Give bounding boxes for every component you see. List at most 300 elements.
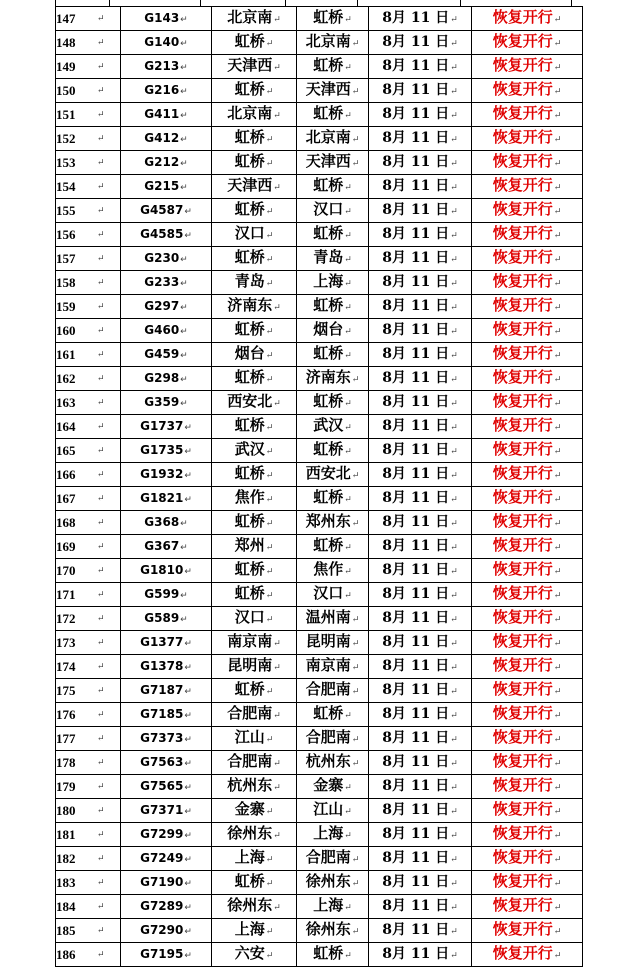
paragraph-mark-icon: ↵ [344, 207, 352, 217]
train-number [121, 463, 212, 487]
train-number-text: G1737 [140, 418, 184, 433]
date-cell [369, 679, 472, 703]
table-row [56, 463, 583, 487]
paragraph-mark-icon: ↵ [553, 231, 562, 241]
from-station-text: 虹桥 [234, 128, 265, 146]
status-cell [472, 439, 583, 463]
blank-cell [84, 871, 121, 895]
paragraph-mark-icon: ↵ [450, 62, 458, 73]
row-number-text: 169 [56, 538, 76, 554]
paragraph-mark-icon: ↵ [450, 662, 458, 673]
to-station [297, 583, 369, 607]
paragraph-mark-icon: ↵ [180, 518, 188, 529]
paragraph-mark-icon: ↵ [97, 181, 105, 192]
paragraph-mark-icon: ↵ [97, 301, 105, 312]
blank-cell [84, 439, 121, 463]
row-number [56, 151, 85, 175]
blank-cell [84, 799, 121, 823]
train-number [121, 655, 212, 679]
date-cell-text: 8月 11 日 [382, 81, 450, 98]
paragraph-mark-icon: ↵ [553, 903, 562, 913]
from-station [212, 295, 297, 319]
to-station [297, 127, 369, 151]
paragraph-mark-icon: ↵ [265, 255, 274, 265]
from-station-text: 虹桥 [234, 368, 265, 386]
table-row [56, 175, 583, 199]
from-station-text: 北京南 [227, 8, 273, 26]
paragraph-mark-icon: ↵ [553, 735, 562, 745]
paragraph-mark-icon: ↵ [450, 782, 458, 793]
paragraph-mark-icon: ↵ [97, 805, 105, 816]
row-number [56, 7, 85, 31]
to-station-text: 焦作 [313, 560, 344, 578]
date-cell-text: 8月 11 日 [382, 225, 450, 242]
to-station [297, 247, 369, 271]
status-cell [472, 175, 583, 199]
paragraph-mark-icon: ↵ [344, 255, 352, 265]
status-cell [472, 775, 583, 799]
row-number-text: 171 [56, 586, 76, 602]
status-cell-text: 恢复开行 [492, 392, 553, 410]
table-row [56, 631, 583, 655]
status-cell-text: 恢复开行 [492, 56, 553, 74]
paragraph-mark-icon: ↵ [273, 111, 281, 121]
from-station [212, 511, 297, 535]
train-number-text: G216 [144, 82, 180, 97]
paragraph-mark-icon: ↵ [265, 279, 274, 289]
table-row [56, 919, 583, 943]
paragraph-mark-icon: ↵ [180, 614, 188, 625]
paragraph-mark-icon: ↵ [553, 375, 562, 385]
row-number [56, 631, 85, 655]
from-station-text: 南京南 [227, 632, 273, 650]
paragraph-mark-icon: ↵ [180, 326, 188, 337]
to-station [297, 823, 369, 847]
date-cell-text: 8月 11 日 [382, 177, 450, 194]
row-number-text: 175 [56, 682, 76, 698]
train-number-text: G7290 [140, 922, 184, 937]
from-station [212, 751, 297, 775]
table-row [56, 751, 583, 775]
status-cell [472, 487, 583, 511]
paragraph-mark-icon: ↵ [180, 38, 188, 49]
blank-cell [84, 727, 121, 751]
date-cell-text: 8月 11 日 [382, 417, 450, 434]
paragraph-mark-icon: ↵ [344, 831, 352, 841]
status-cell [472, 295, 583, 319]
paragraph-mark-icon: ↵ [553, 111, 562, 121]
paragraph-mark-icon: ↵ [97, 349, 105, 360]
date-cell [369, 127, 472, 151]
to-station-text: 合肥南 [305, 728, 351, 746]
train-number-text: G4585 [140, 226, 184, 241]
from-station-text: 武汉 [234, 440, 265, 458]
to-station-text: 虹桥 [313, 104, 344, 122]
to-station-text: 金寨 [313, 776, 344, 794]
from-station-text: 汉口 [234, 608, 265, 626]
table-row [56, 343, 583, 367]
to-station-text: 上海 [313, 272, 344, 290]
status-cell [472, 919, 583, 943]
to-station [297, 415, 369, 439]
from-station-text: 六安 [234, 944, 265, 962]
paragraph-mark-icon: ↵ [265, 423, 274, 433]
row-number-text: 170 [56, 562, 76, 578]
row-number [56, 127, 85, 151]
paragraph-mark-icon: ↵ [184, 422, 192, 433]
train-number-text: G212 [144, 154, 180, 169]
date-cell-text: 8月 11 日 [382, 369, 450, 386]
table-row [56, 775, 583, 799]
paragraph-mark-icon: ↵ [553, 39, 562, 49]
paragraph-mark-icon: ↵ [553, 687, 562, 697]
date-cell-text: 8月 11 日 [382, 897, 450, 914]
date-cell [369, 559, 472, 583]
date-cell-text: 8月 11 日 [382, 489, 450, 506]
row-number-text: 148 [56, 34, 76, 50]
status-cell [472, 751, 583, 775]
row-number-text: 151 [56, 106, 76, 122]
table-row [56, 319, 583, 343]
paragraph-mark-icon: ↵ [450, 566, 458, 577]
paragraph-mark-icon: ↵ [265, 951, 274, 961]
paragraph-mark-icon: ↵ [553, 591, 562, 601]
status-cell [472, 127, 583, 151]
train-number-text: G1377 [140, 634, 184, 649]
train-number [121, 583, 212, 607]
from-station [212, 943, 297, 967]
train-number [121, 391, 212, 415]
status-cell-text: 恢复开行 [492, 296, 553, 314]
date-cell [369, 895, 472, 919]
paragraph-mark-icon: ↵ [553, 639, 562, 649]
paragraph-mark-icon: ↵ [553, 711, 562, 721]
paragraph-mark-icon: ↵ [351, 135, 360, 145]
paragraph-mark-icon: ↵ [265, 447, 274, 457]
paragraph-mark-icon: ↵ [553, 471, 562, 481]
status-cell-text: 恢复开行 [492, 896, 553, 914]
train-number-text: G460 [144, 322, 180, 337]
status-cell-text: 恢复开行 [492, 128, 553, 146]
paragraph-mark-icon: ↵ [351, 615, 360, 625]
paragraph-mark-icon: ↵ [97, 469, 105, 480]
train-number-text: G7299 [140, 826, 184, 841]
paragraph-mark-icon: ↵ [450, 206, 458, 217]
paragraph-mark-icon: ↵ [265, 351, 274, 361]
from-station-text: 合肥南 [227, 704, 273, 722]
paragraph-mark-icon: ↵ [344, 447, 352, 457]
date-cell [369, 535, 472, 559]
train-number [121, 799, 212, 823]
to-station-text: 济南东 [305, 368, 351, 386]
row-number-text: 185 [56, 922, 76, 938]
date-cell-text: 8月 11 日 [382, 753, 450, 770]
paragraph-mark-icon: ↵ [344, 543, 352, 553]
paragraph-mark-icon: ↵ [344, 807, 352, 817]
paragraph-mark-icon: ↵ [344, 327, 352, 337]
paragraph-mark-icon: ↵ [265, 807, 274, 817]
to-station-text: 上海 [313, 824, 344, 842]
from-station [212, 223, 297, 247]
from-station-text: 上海 [234, 920, 265, 938]
row-number [56, 415, 85, 439]
paragraph-mark-icon: ↵ [351, 375, 360, 385]
row-number-text: 166 [56, 466, 76, 482]
train-number [121, 871, 212, 895]
paragraph-mark-icon: ↵ [97, 565, 105, 576]
to-station [297, 7, 369, 31]
to-station-text: 昆明南 [305, 632, 351, 650]
paragraph-mark-icon: ↵ [553, 399, 562, 409]
to-station [297, 679, 369, 703]
train-number [121, 319, 212, 343]
table-row [56, 655, 583, 679]
status-cell [472, 823, 583, 847]
blank-cell [84, 607, 121, 631]
date-cell [369, 631, 472, 655]
from-station-text: 北京南 [227, 104, 273, 122]
train-number [121, 103, 212, 127]
date-cell [369, 55, 472, 79]
table-row [56, 127, 583, 151]
from-station-text: 金寨 [234, 800, 265, 818]
paragraph-mark-icon: ↵ [450, 182, 458, 193]
blank-cell [84, 151, 121, 175]
status-cell [472, 895, 583, 919]
train-number-text: G589 [144, 610, 180, 625]
status-cell-text: 恢复开行 [492, 872, 553, 890]
paragraph-mark-icon: ↵ [553, 351, 562, 361]
paragraph-mark-icon: ↵ [97, 757, 105, 768]
paragraph-mark-icon: ↵ [97, 853, 105, 864]
status-cell [472, 271, 583, 295]
date-cell [369, 103, 472, 127]
train-number-text: G7565 [140, 778, 184, 793]
to-station [297, 199, 369, 223]
paragraph-mark-icon: ↵ [184, 926, 192, 937]
paragraph-mark-icon: ↵ [351, 663, 360, 673]
date-cell [369, 487, 472, 511]
table-row [56, 415, 583, 439]
row-number [56, 607, 85, 631]
paragraph-mark-icon: ↵ [344, 951, 352, 961]
paragraph-mark-icon: ↵ [180, 110, 188, 121]
train-number-text: G459 [144, 346, 180, 361]
status-cell-text: 恢复开行 [492, 776, 553, 794]
paragraph-mark-icon: ↵ [265, 159, 274, 169]
date-cell [369, 319, 472, 343]
date-cell-text: 8月 11 日 [382, 873, 450, 890]
status-cell [472, 223, 583, 247]
from-station [212, 319, 297, 343]
paragraph-mark-icon: ↵ [553, 615, 562, 625]
status-cell-text: 恢复开行 [492, 632, 553, 650]
row-number [56, 199, 85, 223]
to-station [297, 631, 369, 655]
date-cell-text: 8月 11 日 [382, 945, 450, 962]
status-cell-text: 恢复开行 [492, 32, 553, 50]
date-cell-text: 8月 11 日 [382, 465, 450, 482]
paragraph-mark-icon: ↵ [351, 855, 360, 865]
paragraph-mark-icon: ↵ [184, 758, 192, 769]
train-number-text: G7187 [140, 682, 184, 697]
table-row [56, 31, 583, 55]
to-station-text: 虹桥 [313, 440, 344, 458]
to-station [297, 703, 369, 727]
row-number [56, 823, 85, 847]
blank-cell [84, 223, 121, 247]
status-cell [472, 727, 583, 751]
paragraph-mark-icon: ↵ [97, 13, 105, 24]
paragraph-mark-icon: ↵ [184, 494, 192, 505]
paragraph-mark-icon: ↵ [273, 183, 281, 193]
to-station [297, 391, 369, 415]
status-cell [472, 559, 583, 583]
to-station-text: 汉口 [313, 200, 344, 218]
date-cell-text: 8月 11 日 [382, 153, 450, 170]
blank-cell [84, 295, 121, 319]
date-cell-text: 8月 11 日 [382, 297, 450, 314]
paragraph-mark-icon: ↵ [265, 375, 274, 385]
paragraph-mark-icon: ↵ [344, 279, 352, 289]
paragraph-mark-icon: ↵ [553, 63, 562, 73]
to-station-text: 虹桥 [313, 488, 344, 506]
date-cell [369, 391, 472, 415]
paragraph-mark-icon: ↵ [97, 493, 105, 504]
blank-cell [84, 679, 121, 703]
status-cell [472, 799, 583, 823]
paragraph-mark-icon: ↵ [265, 327, 274, 337]
to-station [297, 871, 369, 895]
date-cell [369, 247, 472, 271]
row-number [56, 439, 85, 463]
status-cell-text: 恢复开行 [492, 416, 553, 434]
paragraph-mark-icon: ↵ [553, 759, 562, 769]
row-number [56, 511, 85, 535]
status-cell [472, 247, 583, 271]
paragraph-mark-icon: ↵ [184, 470, 192, 481]
to-station-text: 合肥南 [305, 848, 351, 866]
status-cell-text: 恢复开行 [492, 200, 553, 218]
train-number-text: G143 [144, 10, 180, 25]
from-station [212, 487, 297, 511]
train-number [121, 751, 212, 775]
row-number-text: 149 [56, 58, 76, 74]
table-row [56, 487, 583, 511]
table-row [56, 7, 583, 31]
paragraph-mark-icon: ↵ [553, 951, 562, 961]
paragraph-mark-icon: ↵ [180, 86, 188, 97]
paragraph-mark-icon: ↵ [265, 735, 274, 745]
blank-cell [84, 343, 121, 367]
blank-cell [84, 415, 121, 439]
row-number-text: 159 [56, 298, 76, 314]
paragraph-mark-icon: ↵ [450, 38, 458, 49]
to-station-text: 虹桥 [313, 56, 344, 74]
to-station [297, 103, 369, 127]
status-cell-text: 恢复开行 [492, 704, 553, 722]
train-number-text: G7563 [140, 754, 184, 769]
paragraph-mark-icon: ↵ [97, 901, 105, 912]
date-cell-text: 8月 11 日 [382, 441, 450, 458]
paragraph-mark-icon: ↵ [450, 230, 458, 241]
blank-cell [84, 127, 121, 151]
blank-cell [84, 7, 121, 31]
paragraph-mark-icon: ↵ [450, 470, 458, 481]
paragraph-mark-icon: ↵ [97, 661, 105, 672]
row-number [56, 103, 85, 127]
status-cell [472, 7, 583, 31]
train-number [121, 223, 212, 247]
from-station-text: 昆明南 [227, 656, 273, 674]
status-cell [472, 31, 583, 55]
from-station-text: 虹桥 [234, 512, 265, 530]
train-number [121, 247, 212, 271]
status-cell [472, 511, 583, 535]
paragraph-mark-icon: ↵ [344, 423, 352, 433]
status-cell [472, 151, 583, 175]
paragraph-mark-icon: ↵ [265, 879, 274, 889]
row-number [56, 319, 85, 343]
from-station [212, 415, 297, 439]
row-number-text: 157 [56, 250, 76, 266]
paragraph-mark-icon: ↵ [97, 277, 105, 288]
paragraph-mark-icon: ↵ [344, 399, 352, 409]
to-station [297, 559, 369, 583]
status-cell-text: 恢复开行 [492, 656, 553, 674]
row-number-text: 168 [56, 514, 76, 530]
row-number-text: 174 [56, 658, 76, 674]
date-cell [369, 847, 472, 871]
row-number-text: 182 [56, 850, 76, 866]
table-row [56, 607, 583, 631]
paragraph-mark-icon: ↵ [450, 398, 458, 409]
paragraph-mark-icon: ↵ [351, 759, 360, 769]
paragraph-mark-icon: ↵ [265, 543, 274, 553]
status-cell [472, 391, 583, 415]
date-cell-text: 8月 11 日 [382, 33, 450, 50]
status-cell-text: 恢复开行 [492, 8, 553, 26]
paragraph-mark-icon: ↵ [273, 783, 281, 793]
row-number-text: 167 [56, 490, 76, 506]
to-station-text: 武汉 [313, 416, 344, 434]
from-station-text: 虹桥 [234, 200, 265, 218]
to-station-text: 虹桥 [313, 704, 344, 722]
from-station [212, 175, 297, 199]
blank-cell [84, 103, 121, 127]
paragraph-mark-icon: ↵ [97, 709, 105, 720]
row-number [56, 247, 85, 271]
row-number-text: 164 [56, 418, 76, 434]
train-number [121, 55, 212, 79]
row-number-text: 154 [56, 178, 76, 194]
paragraph-mark-icon: ↵ [553, 927, 562, 937]
table-row [56, 223, 583, 247]
paragraph-mark-icon: ↵ [97, 253, 105, 264]
status-cell-text: 恢复开行 [492, 104, 553, 122]
paragraph-mark-icon: ↵ [450, 758, 458, 769]
table-row [56, 871, 583, 895]
paragraph-mark-icon: ↵ [553, 135, 562, 145]
status-cell [472, 535, 583, 559]
paragraph-mark-icon: ↵ [265, 567, 274, 577]
table-row [56, 55, 583, 79]
paragraph-mark-icon: ↵ [344, 111, 352, 121]
paragraph-mark-icon: ↵ [450, 614, 458, 625]
date-cell-text: 8月 11 日 [382, 273, 450, 290]
table-row [56, 79, 583, 103]
paragraph-mark-icon: ↵ [97, 781, 105, 792]
